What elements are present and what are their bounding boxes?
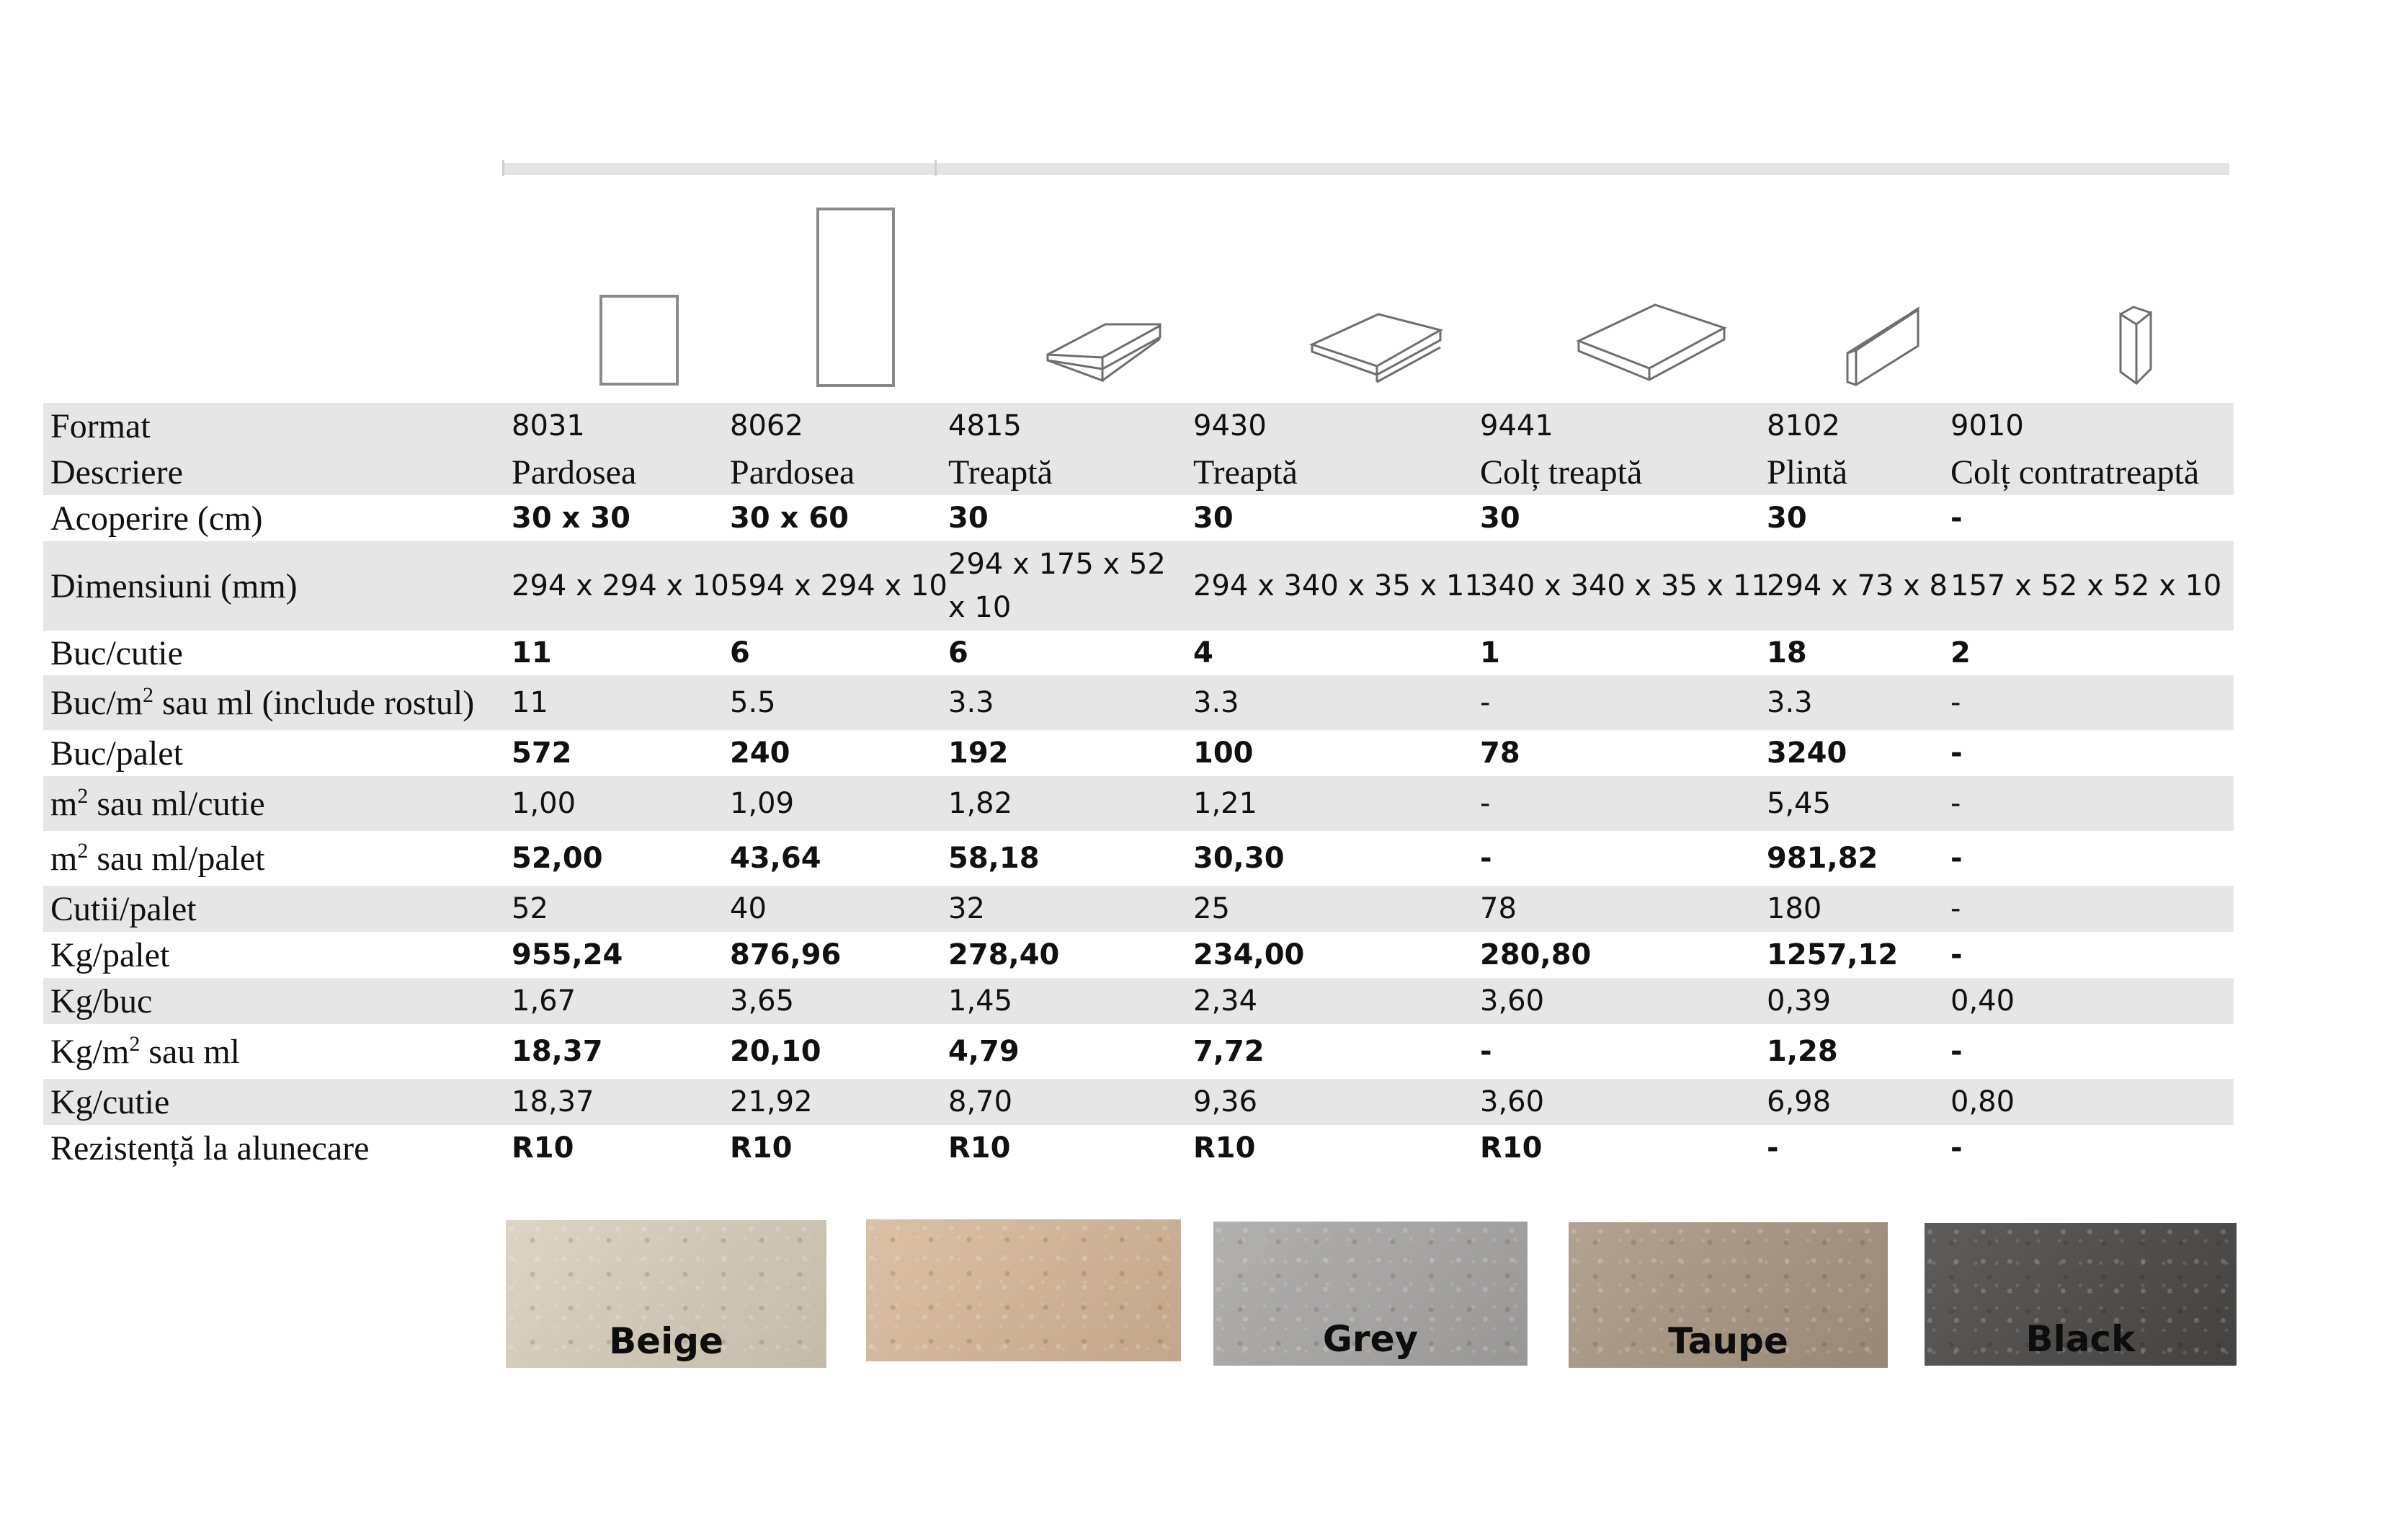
cell: 180 bbox=[1758, 886, 1942, 932]
cell: 1,00 bbox=[503, 776, 721, 831]
cell: 1,45 bbox=[940, 978, 1185, 1024]
cell: 25 bbox=[1185, 886, 1471, 932]
cell: Pardosea bbox=[503, 449, 721, 495]
cell: - bbox=[1480, 842, 1492, 875]
row-acoperire bbox=[43, 495, 2234, 541]
row-rezistenta bbox=[43, 1125, 2234, 1171]
cell: 4815 bbox=[940, 403, 1185, 449]
cell: 18 bbox=[1767, 636, 1807, 669]
cell: 340 x 340 x 35 x 11 bbox=[1471, 541, 1758, 631]
swatch-label: Black bbox=[2025, 1318, 2136, 1360]
swatch-sand bbox=[866, 1219, 1181, 1361]
cell: 234,00 bbox=[1193, 938, 1305, 971]
cell: 1 bbox=[1480, 636, 1500, 669]
cell: - bbox=[1950, 1035, 1963, 1068]
corner-riser-icon bbox=[2115, 303, 2158, 389]
cell: 58,18 bbox=[948, 842, 1040, 875]
cell: 1,67 bbox=[503, 978, 721, 1024]
cell: 3,60 bbox=[1471, 1079, 1758, 1125]
row-descriere bbox=[43, 449, 2234, 495]
cell: Colț contratreaptă bbox=[1942, 449, 2234, 495]
cell: 157 x 52 x 52 x 10 bbox=[1942, 541, 2234, 631]
cell: 18,37 bbox=[512, 1035, 603, 1068]
cell: R10 bbox=[730, 1131, 793, 1165]
cell: 5,45 bbox=[1758, 776, 1942, 831]
cell: 43,64 bbox=[730, 842, 821, 875]
cell: - bbox=[1942, 675, 2234, 730]
cell: 30 bbox=[1767, 502, 1807, 535]
cell: 3.3 bbox=[1758, 675, 1942, 730]
cell: 876,96 bbox=[730, 938, 842, 971]
label-descriere: Descriere bbox=[43, 449, 503, 495]
cell: 280,80 bbox=[1480, 938, 1592, 971]
swatch-taupe bbox=[1569, 1222, 1888, 1368]
cell: 0,39 bbox=[1758, 978, 1942, 1024]
skirting-icon bbox=[1843, 303, 1922, 389]
cell: 30 bbox=[1193, 502, 1234, 535]
label-kg-m2: $Kg/m^2$ sau ml bbox=[50, 1031, 240, 1071]
cell: Plintă bbox=[1758, 449, 1942, 495]
swatch-label: Taupe bbox=[1668, 1320, 1788, 1362]
cell: - bbox=[1950, 502, 1963, 535]
cell: - bbox=[1942, 886, 2234, 932]
cell: 21,92 bbox=[721, 1079, 940, 1125]
cell: - bbox=[1471, 776, 1758, 831]
cell: 40 bbox=[721, 886, 940, 932]
cell: 3240 bbox=[1767, 737, 1847, 770]
label-cutii-palet: Cutii/palet bbox=[43, 886, 503, 932]
header-bar-tick bbox=[935, 160, 937, 176]
cell: 294 x 294 x 10 bbox=[503, 541, 721, 631]
cell: 3.3 bbox=[1185, 675, 1471, 730]
cell: 3.3 bbox=[940, 675, 1185, 730]
label-rezistenta: Rezistență la alunecare bbox=[50, 1129, 370, 1167]
step-tile-icon bbox=[1045, 317, 1164, 389]
cell: 240 bbox=[730, 737, 790, 770]
cell: Treaptă bbox=[940, 449, 1185, 495]
label-dimensiuni: Dimensiuni (mm) bbox=[43, 541, 503, 631]
label-kg-cutie: Kg/cutie bbox=[43, 1079, 503, 1125]
cell: 0,40 bbox=[1942, 978, 2234, 1024]
swatch-black bbox=[1925, 1223, 2237, 1366]
cell: 9430 bbox=[1185, 403, 1471, 449]
cell: 594 x 294 x 10 bbox=[721, 541, 940, 631]
step-tile-large-icon bbox=[1308, 310, 1445, 389]
cell: 8102 bbox=[1758, 403, 1942, 449]
cell: R10 bbox=[512, 1131, 574, 1165]
product-spec-table bbox=[43, 403, 2234, 1171]
corner-step-icon bbox=[1574, 299, 1729, 389]
header-bar-tick-left bbox=[502, 160, 504, 176]
label-m2-palet: $m^2$ sau ml/palet bbox=[50, 838, 265, 878]
cell: R10 bbox=[1480, 1131, 1543, 1165]
cell: 2 bbox=[1950, 636, 1971, 669]
cell: 9441 bbox=[1471, 403, 1758, 449]
cell: 1,82 bbox=[940, 776, 1185, 831]
cell: Treaptă bbox=[1185, 449, 1471, 495]
cell: R10 bbox=[1193, 1131, 1256, 1165]
row-cutii-palet bbox=[43, 886, 2234, 932]
cell: 4,79 bbox=[948, 1035, 1020, 1068]
cell: 6 bbox=[948, 636, 968, 669]
row-kg-cutie bbox=[43, 1079, 2234, 1125]
cell: 5.5 bbox=[721, 675, 940, 730]
cell: 2,34 bbox=[1185, 978, 1471, 1024]
tile-30x30-icon bbox=[598, 292, 682, 389]
cell: Colț treaptă bbox=[1471, 449, 1758, 495]
cell: 20,10 bbox=[730, 1035, 821, 1068]
swatch-beige bbox=[506, 1220, 826, 1368]
cell: 100 bbox=[1193, 737, 1254, 770]
cell: 52 bbox=[503, 886, 721, 932]
label-format: Format bbox=[43, 403, 503, 449]
cell: 11 bbox=[512, 636, 552, 669]
cell: 1,28 bbox=[1767, 1035, 1838, 1068]
cell: - bbox=[1942, 776, 2234, 831]
row-format bbox=[43, 403, 2234, 449]
cell: 955,24 bbox=[512, 938, 623, 971]
cell: - bbox=[1950, 938, 1963, 971]
cell: 8031 bbox=[503, 403, 721, 449]
swatch-label: Beige bbox=[609, 1320, 723, 1362]
cell: 3,60 bbox=[1471, 978, 1758, 1024]
row-buc-palet bbox=[43, 730, 2234, 776]
cell: 6 bbox=[730, 636, 750, 669]
tile-30x60-icon bbox=[814, 205, 897, 389]
row-buc-m2 bbox=[43, 675, 2234, 730]
cell: 32 bbox=[940, 886, 1185, 932]
cell: - bbox=[1950, 737, 1963, 770]
cell: 8062 bbox=[721, 403, 940, 449]
cell: 7,72 bbox=[1193, 1035, 1265, 1068]
cell: 294 x 73 x 8 bbox=[1758, 541, 1942, 631]
label-buc-m2: Buc/$m^2$ sau ml (include rostul) bbox=[43, 675, 503, 730]
cell: 294 x 340 x 35 x 11 bbox=[1185, 541, 1471, 631]
swatch-label: Grey bbox=[1322, 1318, 1419, 1360]
label-m2-cutie: $m^2$ sau ml/cutie bbox=[43, 776, 503, 831]
row-m2-palet bbox=[43, 831, 2234, 886]
cell: Pardosea bbox=[721, 449, 940, 495]
cell: - bbox=[1950, 842, 1963, 875]
cell: 4 bbox=[1193, 636, 1213, 669]
cell: 30 bbox=[948, 502, 989, 535]
cell: 78 bbox=[1480, 737, 1520, 770]
cell: 18,37 bbox=[503, 1079, 721, 1125]
cell: - bbox=[1767, 1131, 1779, 1165]
cell: R10 bbox=[948, 1131, 1011, 1165]
cell: - bbox=[1471, 675, 1758, 730]
cell: 572 bbox=[512, 737, 572, 770]
cell: 30,30 bbox=[1193, 842, 1285, 875]
cell: 9010 bbox=[1942, 403, 2234, 449]
cell: 981,82 bbox=[1767, 842, 1878, 875]
row-kg-palet bbox=[43, 932, 2234, 978]
cell: 8,70 bbox=[940, 1079, 1185, 1125]
cell: 192 bbox=[948, 737, 1009, 770]
cell: - bbox=[1480, 1035, 1492, 1068]
row-buc-cutie bbox=[43, 631, 2234, 675]
label-buc-cutie: Buc/cutie bbox=[50, 633, 183, 672]
cell: 30 bbox=[1480, 502, 1520, 535]
label-kg-palet: Kg/palet bbox=[50, 935, 170, 974]
cell: 52,00 bbox=[512, 842, 603, 875]
cell: 1,09 bbox=[721, 776, 940, 831]
label-buc-palet: Buc/palet bbox=[50, 734, 183, 773]
cell: 278,40 bbox=[948, 938, 1060, 971]
cell: 1,21 bbox=[1185, 776, 1471, 831]
header-bar bbox=[502, 163, 2229, 175]
cell: 0,80 bbox=[1942, 1079, 2234, 1125]
cell: 1257,12 bbox=[1767, 938, 1899, 971]
row-kg-buc bbox=[43, 978, 2234, 1024]
cell: - bbox=[1950, 1131, 1963, 1165]
cell: 9,36 bbox=[1185, 1079, 1471, 1125]
label-acoperire: Acoperire (cm) bbox=[50, 499, 263, 538]
cell: 11 bbox=[503, 675, 721, 730]
label-kg-buc: Kg/buc bbox=[43, 978, 503, 1024]
cell: 78 bbox=[1471, 886, 1758, 932]
row-dimensiuni bbox=[43, 541, 2234, 631]
cell: 294 x 175 x 52 x 10 bbox=[940, 541, 1185, 631]
cell: 30 x 60 bbox=[730, 502, 849, 535]
cell: 6,98 bbox=[1758, 1079, 1942, 1125]
swatch-grey bbox=[1213, 1222, 1528, 1366]
row-kg-m2 bbox=[43, 1024, 2234, 1079]
row-m2-cutie bbox=[43, 776, 2234, 831]
cell: 3,65 bbox=[721, 978, 940, 1024]
cell: 30 x 30 bbox=[512, 502, 630, 535]
